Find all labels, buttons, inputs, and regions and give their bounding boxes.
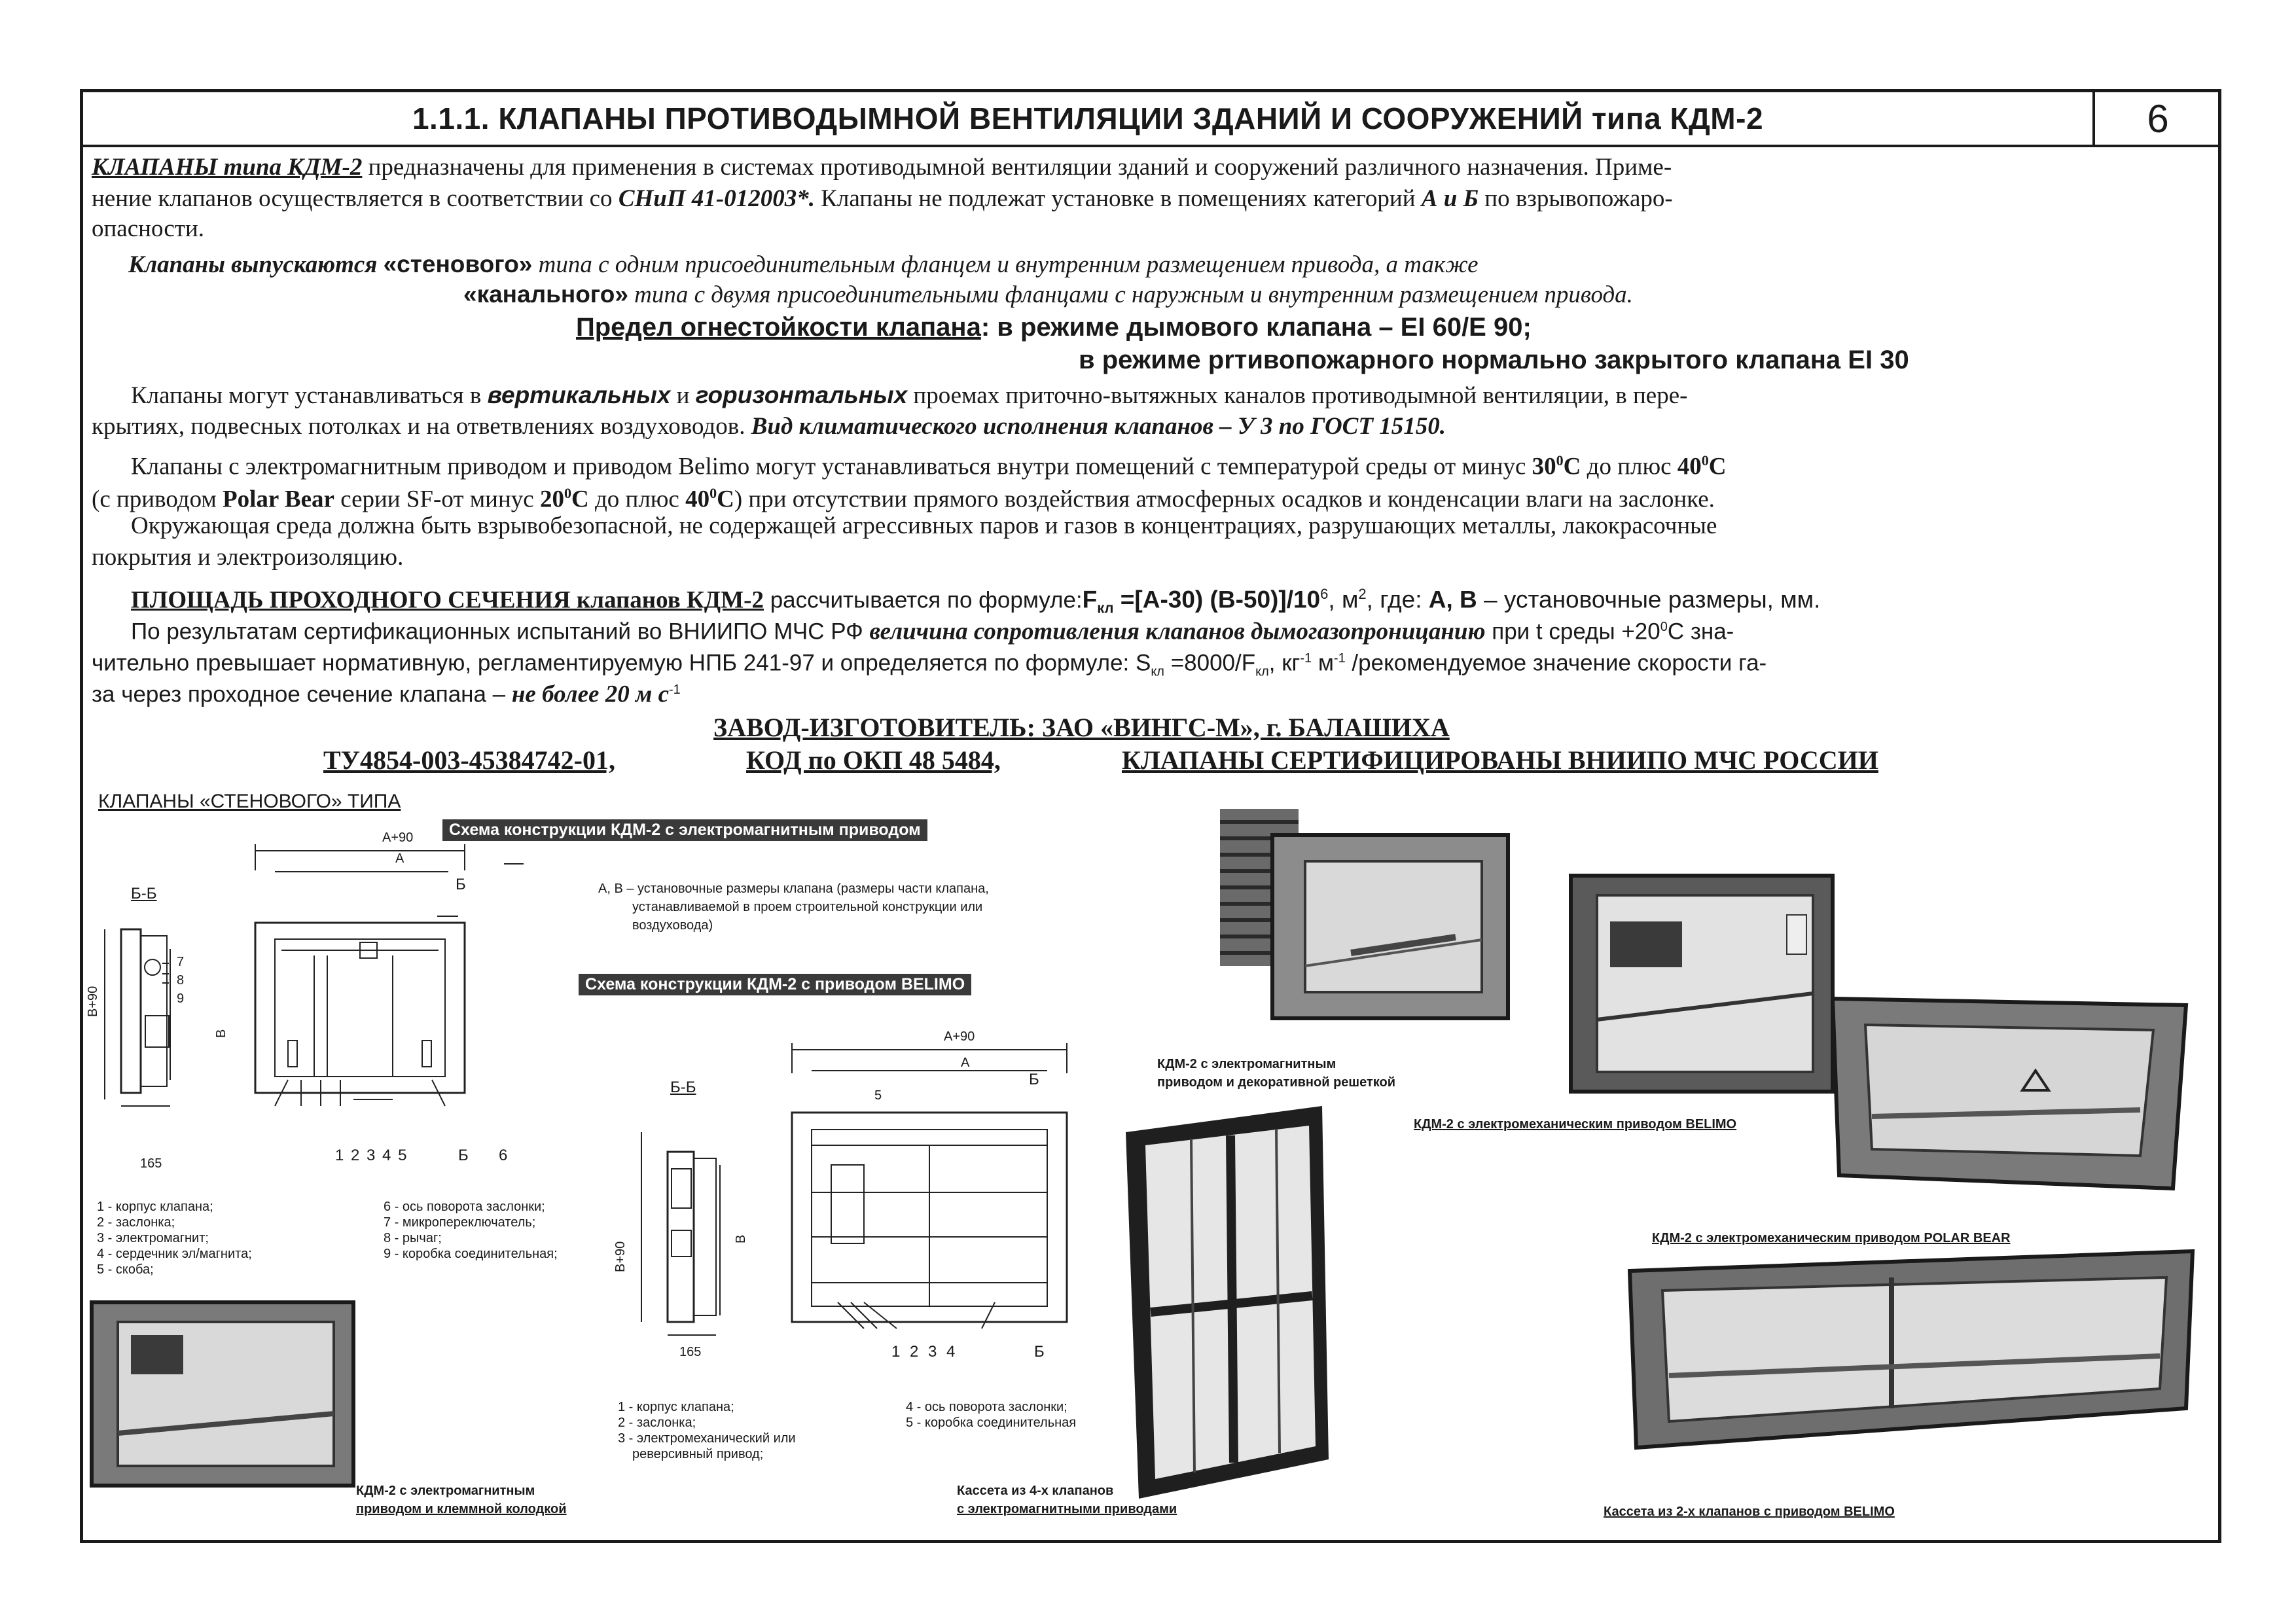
intro-text: по взрывопожаро- xyxy=(1479,185,1673,212)
resist-text: =8000/F xyxy=(1164,650,1256,676)
section-bb: Б-Б xyxy=(670,1079,696,1096)
fire-line-1 xyxy=(576,312,1532,343)
photo-4-valve-cassette xyxy=(1126,1106,1335,1505)
install-text: проемах приточно-вытяжных каналов противодымной вентиляции, в пере- xyxy=(907,382,1688,409)
temp-value: 30 xyxy=(1532,453,1556,480)
scheme-em-title: Схема конструкции КДМ-2 с электромагнитным приводом xyxy=(442,819,927,841)
fire-mode-smoke: : в режиме дымового клапана – EI 60/E 90; xyxy=(980,313,1532,342)
climate-ref: Вид климатического исполнения клапанов – У 3 по ГОСТ 15150. xyxy=(751,413,1446,440)
temp-line-2: (с приводом Polar Bear серии SF-от минус $20^0C$ до плюс $40^0C$) при отсутствии прямого воздействия атмосферных осадков и конденсации влаги на заслонке. xyxy=(92,485,1715,513)
intro-text: предназначены для применения в системах противодымной вентиляции зданий и сооружений различного назначения. Приме- xyxy=(362,154,1672,181)
types-text: типа с двумя присоединительными фланцами с наружным и внутренним размещением привода. xyxy=(628,281,1633,308)
legend-2-item: 3 - электромеханический или xyxy=(618,1431,796,1446)
formula-sub: кл xyxy=(1255,664,1269,679)
certification: КЛАПАНЫ СЕРТИФИЦИРОВАНЫ ВНИИПО МЧС РОССИИ xyxy=(1122,745,1878,775)
dim-a: A xyxy=(961,1056,970,1070)
ab-ref: А, В xyxy=(1428,586,1477,613)
temp-text: (с приводом xyxy=(92,486,223,513)
ab-note-3: воздуховода) xyxy=(632,918,713,933)
resist-text: чительно превышает нормативную, регламентируемую НПБ 241-97 и определяется по формуле: S xyxy=(92,650,1151,676)
caption-grille-2: приводом и декоративной решеткой xyxy=(1157,1075,1396,1090)
wall-type: «стенового» xyxy=(383,251,533,277)
dim-a90: A+90 xyxy=(944,1029,975,1044)
ab-note-1: А, В – установочные размеры клапана (размеры части клапана, xyxy=(598,882,989,896)
intro-lead: КЛАПАНЫ типа КДМ-2 xyxy=(92,154,363,181)
photo-polar-bear xyxy=(1630,1251,2206,1474)
photo-terminal-valve xyxy=(92,1302,360,1492)
types-line-1 xyxy=(128,249,1479,281)
okp-code: КОД по ОКП 48 5484, xyxy=(746,745,1001,775)
legend-1-item: 8 - рычаг; xyxy=(384,1231,442,1245)
resist-line-3 xyxy=(92,674,681,711)
callout-9: 9 xyxy=(177,991,185,1006)
area-text: , м xyxy=(1328,586,1359,613)
install-text: и xyxy=(670,382,696,409)
speed-value: не более 20 м с xyxy=(511,681,669,708)
section-bb: Б-Б xyxy=(131,885,157,902)
formula-sub: кл xyxy=(1151,664,1164,679)
section-mark: Б xyxy=(456,876,466,893)
types-line-2 xyxy=(463,279,1633,311)
photo-belimo-large xyxy=(1833,979,2199,1195)
temp-line-1: Клапаны с электромагнитным приводом и приводом Belimo могут устанавливаться внутри помещений с температурой среды от минус $30^0C$ до плюс $40^0C$ xyxy=(131,452,1727,480)
dim-b90: B+90 xyxy=(86,986,100,1017)
legend-1-item: 6 - ось поворота заслонки; xyxy=(384,1200,545,1214)
temp-value: 40 xyxy=(1677,453,1702,480)
intro-line-2 xyxy=(92,183,1673,215)
formula-exp: 6 xyxy=(1320,586,1329,602)
formula-exp: 2 xyxy=(1358,586,1367,602)
area-text: рассчитывается по формуле: xyxy=(763,587,1083,613)
env-line-1: Окружающая среда должна быть взрывобезопасной, не содержащей агрессивных паров и газов в концентрациях, разрушающих металлы, лакокрасочные xyxy=(131,512,1717,539)
temp-text: до плюс xyxy=(588,486,686,513)
photo-belimo-valve xyxy=(1571,876,1846,1111)
legend-1-item: 7 - микропереключатель; xyxy=(384,1215,536,1230)
dim-a90: A+90 xyxy=(382,830,414,845)
legend-1-item: 9 - коробка соединительная; xyxy=(384,1247,558,1261)
horizontal-term: горизонтальных xyxy=(695,382,908,408)
snip-ref: СНиП 41-012003*. xyxy=(618,185,815,212)
legend-2-item: 1 - корпус клапана; xyxy=(618,1400,734,1414)
resist-text: м xyxy=(1312,650,1334,676)
types-lead: Клапаны выпускаются xyxy=(128,251,384,278)
env-line-2: покрытия и электроизоляцию. xyxy=(92,544,404,571)
fire-line-2: в режиме prтивопожарного нормально закрытого клапана EI 30 xyxy=(1079,346,1909,374)
legend-1-item: 3 - электромагнит; xyxy=(97,1231,209,1245)
resist-value: величина сопротивления клапанов дымогазопроницанию xyxy=(869,618,1486,645)
caption-polar-bear: КДМ-2 с электромеханическим приводом POLAR BEAR xyxy=(1652,1231,2011,1245)
legend-1-item: 4 - сердечник эл/магнита; xyxy=(97,1247,252,1261)
area-formula: =[A-30) (B-50)]/10 xyxy=(1113,586,1321,613)
manufacturer: ЗАВОД-ИЗГОТОВИТЕЛЬ: ЗАО «ВИНГС-М», г. БАЛАШИХА xyxy=(713,713,1450,742)
resist-text: за через проходное сечение клапана – xyxy=(92,681,512,707)
photo-grille-valve xyxy=(1220,809,1547,1031)
header-row xyxy=(83,92,2218,147)
legend-2-item: 5 - коробка соединительная xyxy=(906,1416,1077,1430)
intro-line-3: опасности. xyxy=(92,215,205,242)
caption-terminal-2: приводом и клеммной колодкой xyxy=(356,1502,567,1516)
resist-line-1: По результатам сертификационных испытаний во ВНИИПО МЧС РФ величина сопротивления клапанов дымогазопроницанию при t среды $+20^0С$ зна- xyxy=(131,618,1734,645)
temp-value: 20 xyxy=(539,486,564,513)
formula-exp: -1 xyxy=(1300,651,1312,666)
temp-text: ) при отсутствии прямого воздействия атмосферных осадков и конденсации влаги на заслонке. xyxy=(734,486,1715,513)
caption-cassette-4-2: с электромагнитными приводами xyxy=(957,1502,1177,1516)
intro-text: Клапаны не подлежат установке в помещениях категорий xyxy=(814,185,1422,212)
caption-grille-1: КДМ-2 с электромагнитным xyxy=(1157,1057,1336,1071)
area-text: , где: xyxy=(1366,586,1429,613)
temp-text: серии SF-от минус xyxy=(334,486,540,513)
dim-b90: B+90 xyxy=(613,1241,628,1272)
resist-text: /рекомендуемое значение скорости га- xyxy=(1345,650,1767,676)
dim-165: 165 xyxy=(679,1345,702,1359)
callout-6: 6 xyxy=(499,1147,508,1164)
formula-sub: кл xyxy=(1097,599,1114,616)
area-text: – установочные размеры, мм. xyxy=(1477,586,1821,613)
dim-b: B xyxy=(214,1029,228,1038)
page-number: 6 xyxy=(2147,96,2169,141)
callout-8: 8 xyxy=(177,973,185,988)
resist-text: По результатам сертификационных испытаний во ВНИИПО МЧС РФ xyxy=(131,618,870,645)
legend-2-item: реверсивный привод; xyxy=(632,1447,764,1461)
resist-text: при t среды +20 xyxy=(1485,618,1660,645)
page-title: 1.1.1. КЛАПАНЫ ПРОТИВОДЫМНОЙ ВЕНТИЛЯЦИИ ЗДАНИЙ И СООРУЖЕНИЙ типа КДМ-2 xyxy=(83,92,2095,145)
formula-exp: -1 xyxy=(1333,651,1346,666)
dim-b: B xyxy=(734,1234,748,1243)
resist-text: , кг xyxy=(1268,650,1300,676)
caption-cassette-2: Кассета из 2-х клапанов с приводом BELIMO xyxy=(1604,1505,1895,1519)
section-title: КЛАПАНЫ «СТЕНОВОГО» ТИПА xyxy=(98,791,401,812)
dim-a: A xyxy=(395,851,404,866)
callout-5: 5 xyxy=(874,1088,882,1103)
caption-cassette-4-1: Кассета из 4-х клапанов xyxy=(957,1484,1114,1498)
dim-165: 165 xyxy=(140,1156,162,1171)
caption-terminal-1: КДМ-2 с электромагнитным xyxy=(356,1484,535,1498)
types-text: типа с одним присоединительным фланцем и внутренним размещением привода, а также xyxy=(532,251,1479,278)
install-text: Клапаны могут устанавливаться в xyxy=(131,382,488,409)
formula-exp: -1 xyxy=(669,683,681,697)
intro-text: нение клапанов осуществляется в соответствии со xyxy=(92,185,619,212)
scheme-em-drawing xyxy=(92,831,589,1185)
section-mark: Б xyxy=(1029,1071,1039,1088)
section-mark: Б xyxy=(1034,1343,1045,1361)
category-ref: А и Б xyxy=(1421,185,1479,212)
legend-2-item: 2 - заслонка; xyxy=(618,1416,696,1430)
ab-note-2: устанавливаемой в проем строительной конструкции или xyxy=(632,900,983,914)
legend-1-item: 2 - заслонка; xyxy=(97,1215,175,1230)
install-text: крытиях, подвесных потолках и на ответвлениях воздуховодов. xyxy=(92,413,751,440)
intro-line-1 xyxy=(92,152,1672,183)
temp-value: 40 xyxy=(685,486,710,513)
polar-bear: Polar Bear xyxy=(223,486,334,513)
callouts-1-5: 1 2 3 4 5 xyxy=(335,1147,407,1164)
formula-f: F xyxy=(1082,586,1098,613)
temp-text: до плюс xyxy=(1581,453,1677,480)
vertical-term: вертикальных xyxy=(487,382,671,408)
callout-7: 7 xyxy=(177,955,185,969)
area-lead: ПЛОЩАДЬ ПРОХОДНОГО СЕЧЕНИЯ клапанов КДМ-2 xyxy=(131,586,764,614)
section-mark: Б xyxy=(458,1147,469,1164)
legend-1-item: 5 - скоба; xyxy=(97,1262,154,1277)
fire-label: Предел огнестойкости клапана xyxy=(576,313,981,342)
temp-text: Клапаны с электромагнитным приводом и приводом Belimo могут устанавливаться внутри помещений с температурой среды от минус xyxy=(131,453,1532,480)
resist-text: С зна- xyxy=(1667,618,1734,645)
install-line-2 xyxy=(92,411,1446,442)
duct-type: «канального» xyxy=(463,281,628,308)
caption-belimo: КДМ-2 с электромеханическим приводом BELIMO xyxy=(1414,1117,1737,1132)
tu-code: ТУ4854-003-45384742-01, xyxy=(323,745,615,775)
install-line-1 xyxy=(131,380,1687,412)
callouts-1-4: 1 2 3 4 xyxy=(891,1343,956,1361)
legend-2-item: 4 - ось поворота заслонки; xyxy=(906,1400,1067,1414)
scheme-belimo-title: Схема конструкции КДМ-2 с приводом BELIMO xyxy=(579,974,971,995)
legend-1-item: 1 - корпус клапана; xyxy=(97,1200,213,1214)
